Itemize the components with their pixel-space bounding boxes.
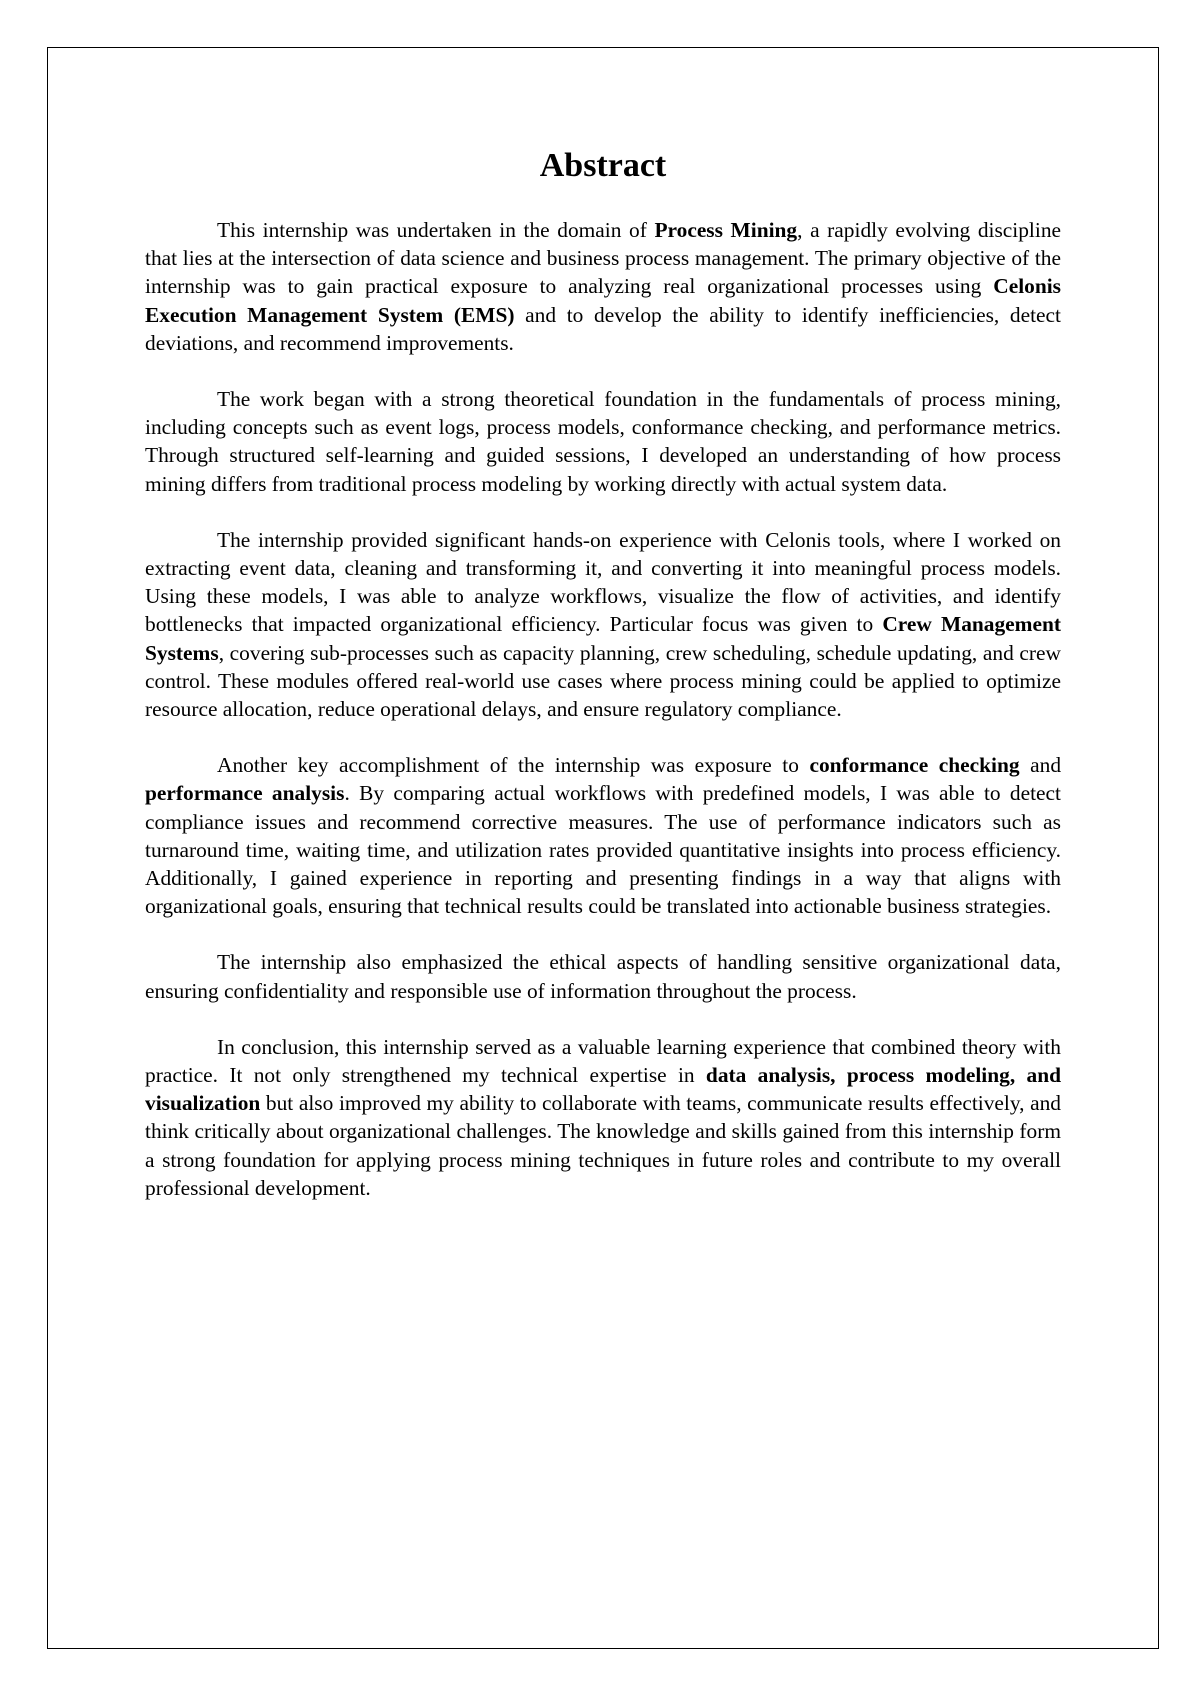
paragraph-text: , a rapidly evolving discipline that lies at the intersection of data science and business process management. The primary objective of the internship was to gain practical exposure to analyzing real organizational processes using [145, 218, 1062, 299]
abstract-paragraph [145, 216, 1061, 357]
bold-term: conformance checking [809, 753, 1020, 778]
paragraph-text: The internship also emphasized the ethical aspects of handling sensitive organizational data, ensuring confidentiality and responsible use of information throughout the process. [145, 950, 1061, 1003]
bold-term: data analysis, process modeling, and visualization [145, 1063, 1061, 1116]
paragraph-text: , covering sub-processes such as capacity planning, crew scheduling, schedule updating, and crew control. These modules offered real-world use cases where process mining could be applied to optimize resource allocation, reduce operational delays, and ensure regulatory compliance. [145, 640, 1061, 722]
paragraph-text: but also improved my ability to collaborate with teams, communicate results effectively, and think critically about organizational challenges. The knowledge and skills gained from this internship form a strong foundation for applying process mining techniques in future roles and contribute to my overall professional development. [145, 1091, 1061, 1200]
bold-term: performance analysis [145, 781, 345, 806]
paragraph-text: The internship provided significant hands-on experience with Celonis tools, where I worked on extracting event data, cleaning and transforming it, and converting it into meaningful process models. Using these models, I was able to analyze workflows, visualize the flow of activities, and identify bottlenecks that impacted organizational efficiency. Particular focus was given to [145, 527, 1061, 637]
paragraph-text: and to develop the ability to identify inefficiencies, detect deviations, and recommend improvements. [145, 302, 1061, 355]
page-title: Abstract [539, 147, 667, 184]
paragraph-text: The work began with a strong theoretical foundation in the fundamentals of process mining, including concepts such as event logs, process models, conformance checking, and performance metrics. Through structured self-learning and guided sessions, I developed an understanding of how process mining differs from traditional process modeling by working directly with actual system data. [145, 387, 1061, 496]
paragraph-text: and [1019, 753, 1062, 778]
document-body [145, 142, 1061, 1230]
paragraph-text: Another key accomplishment of the internship was exposure to [217, 753, 810, 778]
bold-term: Process Mining [654, 218, 798, 242]
bold-term: Celonis Execution Management System (EMS) [145, 274, 1061, 327]
bold-term: Crew Management Systems [145, 612, 1062, 665]
abstract-paragraphs [145, 216, 1061, 1202]
abstract-paragraph [145, 948, 1061, 1004]
paragraph-text: In conclusion, this internship served as a valuable learning experience that combined theory with practice. It not only strengthened my technical expertise in [145, 1034, 1061, 1088]
abstract-paragraph [145, 751, 1061, 920]
abstract-paragraph [145, 385, 1061, 498]
abstract-paragraph [145, 1033, 1061, 1202]
paragraph-text: . By comparing actual workflows with predefined models, I was able to detect compliance issues and recommend corrective measures. The use of performance indicators such as turnaround time, waiting time, and utilization rates provided quantitative insights into process efficiency. Additionally, I gained experience in reporting and presenting findings in a way that aligns with organizational goals, ensuring that technical results could be translated into actionable business strategies. [145, 781, 1061, 919]
abstract-paragraph [145, 526, 1061, 723]
paragraph-text: This internship was undertaken in the domain of [217, 218, 655, 242]
